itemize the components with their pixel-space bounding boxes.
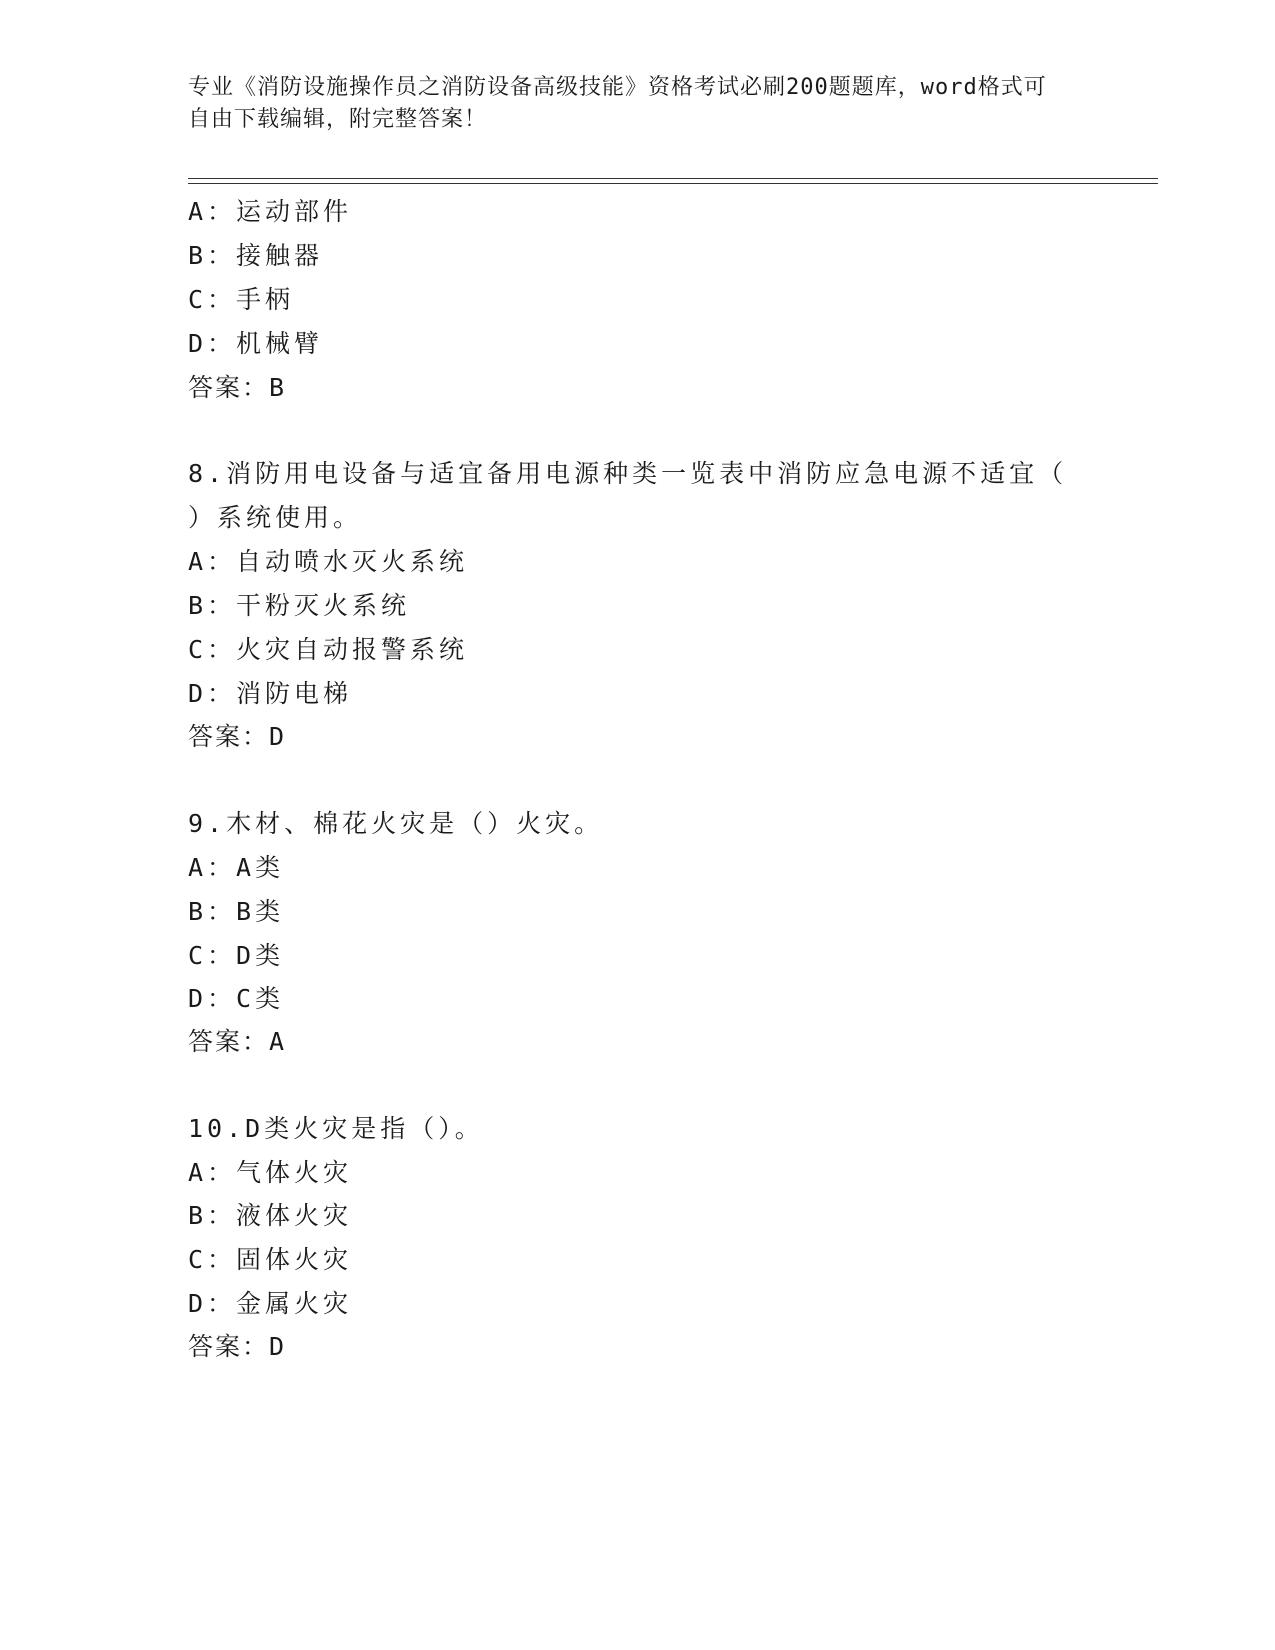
option-d: D：机械臂 xyxy=(188,329,324,358)
question-stem: 9.木材、棉花火灾是（）火灾。 xyxy=(188,809,604,838)
option-b: B：干粉灭火系统 xyxy=(188,591,411,620)
option-c: C：火灾自动报警系统 xyxy=(188,635,469,664)
option-a: A：气体火灾 xyxy=(188,1158,353,1187)
answer-line: 答案：D xyxy=(188,722,287,751)
option-b: B：B类 xyxy=(188,897,285,926)
option-a: A：A类 xyxy=(188,853,285,882)
question-stem: 10.D类火灾是指（）。 xyxy=(188,1114,484,1143)
option-a: A：运动部件 xyxy=(188,197,353,226)
answer-line: 答案：D xyxy=(188,1332,287,1361)
option-d: D：金属火灾 xyxy=(188,1289,353,1318)
option-d: D：C类 xyxy=(188,984,285,1013)
option-c: C：D类 xyxy=(188,941,285,970)
document-header: 专业《消防设施操作员之消防设备高级技能》资格考试必刷200题题库，word格式可自由下载编辑，附完整答案！ xyxy=(188,75,1047,132)
option-c: C：固体火灾 xyxy=(188,1245,353,1274)
header-divider-bottom xyxy=(188,183,1158,184)
option-c: C：手柄 xyxy=(188,285,295,314)
option-b: B：接触器 xyxy=(188,241,324,270)
option-a: A：自动喷水灭火系统 xyxy=(188,547,469,576)
question-stem-continued: ）系统使用。 xyxy=(188,503,363,532)
option-d: D：消防电梯 xyxy=(188,679,353,708)
answer-line: 答案：A xyxy=(188,1027,287,1056)
question-stem: 8.消防用电设备与适宜备用电源种类一览表中消防应急电源不适宜（ xyxy=(188,459,1068,488)
answer-line: 答案：B xyxy=(188,373,287,402)
header-divider-top xyxy=(188,178,1158,179)
option-b: B：液体火灾 xyxy=(188,1201,353,1230)
